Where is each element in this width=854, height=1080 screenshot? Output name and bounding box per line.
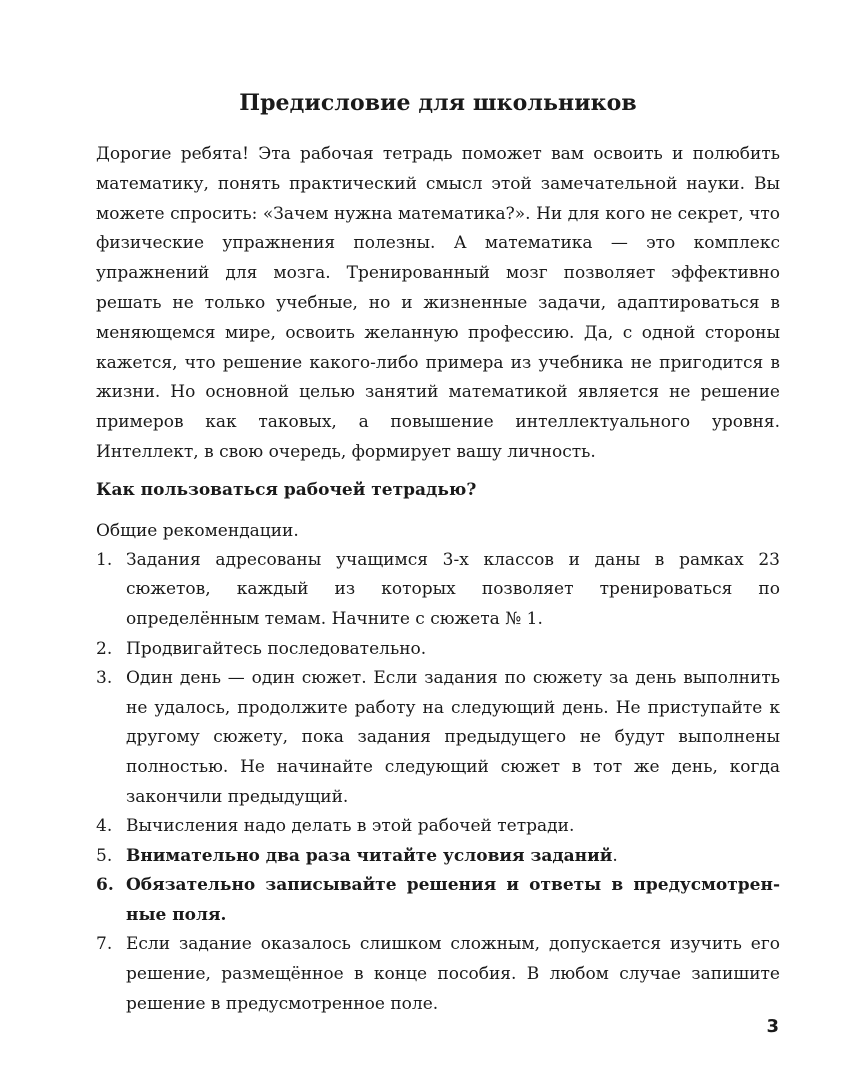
list-item-number: 6. <box>96 875 114 896</box>
list-item-number: 4. <box>96 816 113 837</box>
list-item-number: 3. <box>96 668 113 689</box>
list-item <box>96 930 780 1019</box>
list-item-text: Задания адресованы учащимся 3-х классов и даны в рамках 23 сюжетов, каждый из которых позволяет тренироваться по определённым темам. Начните с сюжета № 1. <box>126 549 780 629</box>
list-item-text-tail: . <box>612 845 618 866</box>
section-heading: Как пользоваться рабочей тетрадью? <box>96 479 477 500</box>
page-title: Предисловие для школьников <box>239 90 637 116</box>
list-item-text: Обязательно записывайте решения и ответы в предусмотренные поля. <box>126 875 780 925</box>
list-item-text: Один день — один сюжет. Если задания по сюжету за день выполнить не удалось, продолжите работу на следующий день. Не приступайте к другому сюжету, пока задания предыдущего не будут выполнены полностью. Не начинайте следующий сюжет в тот же день, когда закончили предыдущий. <box>126 668 780 807</box>
list-item-text: Вычисления надо делать в этой рабочей тетради. <box>126 816 575 837</box>
list-item-number: 7. <box>96 934 113 955</box>
list-item <box>96 546 780 635</box>
list-item <box>96 812 780 842</box>
page-number: 3 <box>766 1016 779 1037</box>
recommendations-list <box>96 546 780 1020</box>
list-item-number: 2. <box>96 638 113 659</box>
list-item <box>96 871 780 930</box>
document-page <box>96 90 780 1019</box>
intro-paragraph: Дорогие ребята! Эта рабочая тетрадь поможет вам освоить и полюбить математику, понять практический смысл этой замечательной науки. Вы можете спросить: «Зачем нужна математика?». Ни для кого не секрет, что физические упражнения полезны. А математика — это комплекс упражнений для мозга. Тренированный мозг позволяет эффективно решать не только учебные, но и жизненные задачи, адаптироваться в меняющемся мире, освоить желанную профессию. Да, с одной стороны кажется, что решение какого-либо примера из учебника не пригодится в жизни. Но основной целью занятий математикой является не решение примеров как таковых, а повышение интеллектуального уровня. Интеллект, в свою очередь, формирует вашу личность. <box>96 144 780 462</box>
list-item-number: 1. <box>96 549 113 570</box>
list-item <box>96 664 780 812</box>
recommendations-intro: Общие рекомендации. <box>96 520 299 541</box>
list-item-number: 5. <box>96 845 113 866</box>
list-item <box>96 842 780 872</box>
list-item-text: Продвигайтесь последовательно. <box>126 638 427 659</box>
list-item <box>96 635 780 665</box>
list-item-text-bold: Внимательно два раза читайте условия заданий <box>126 845 613 866</box>
list-item-text: Если задание оказалось слишком сложным, допускается изучить его решение, размещённое в конце пособия. В любом случае запишите решение в предусмотренное поле. <box>126 934 780 1014</box>
